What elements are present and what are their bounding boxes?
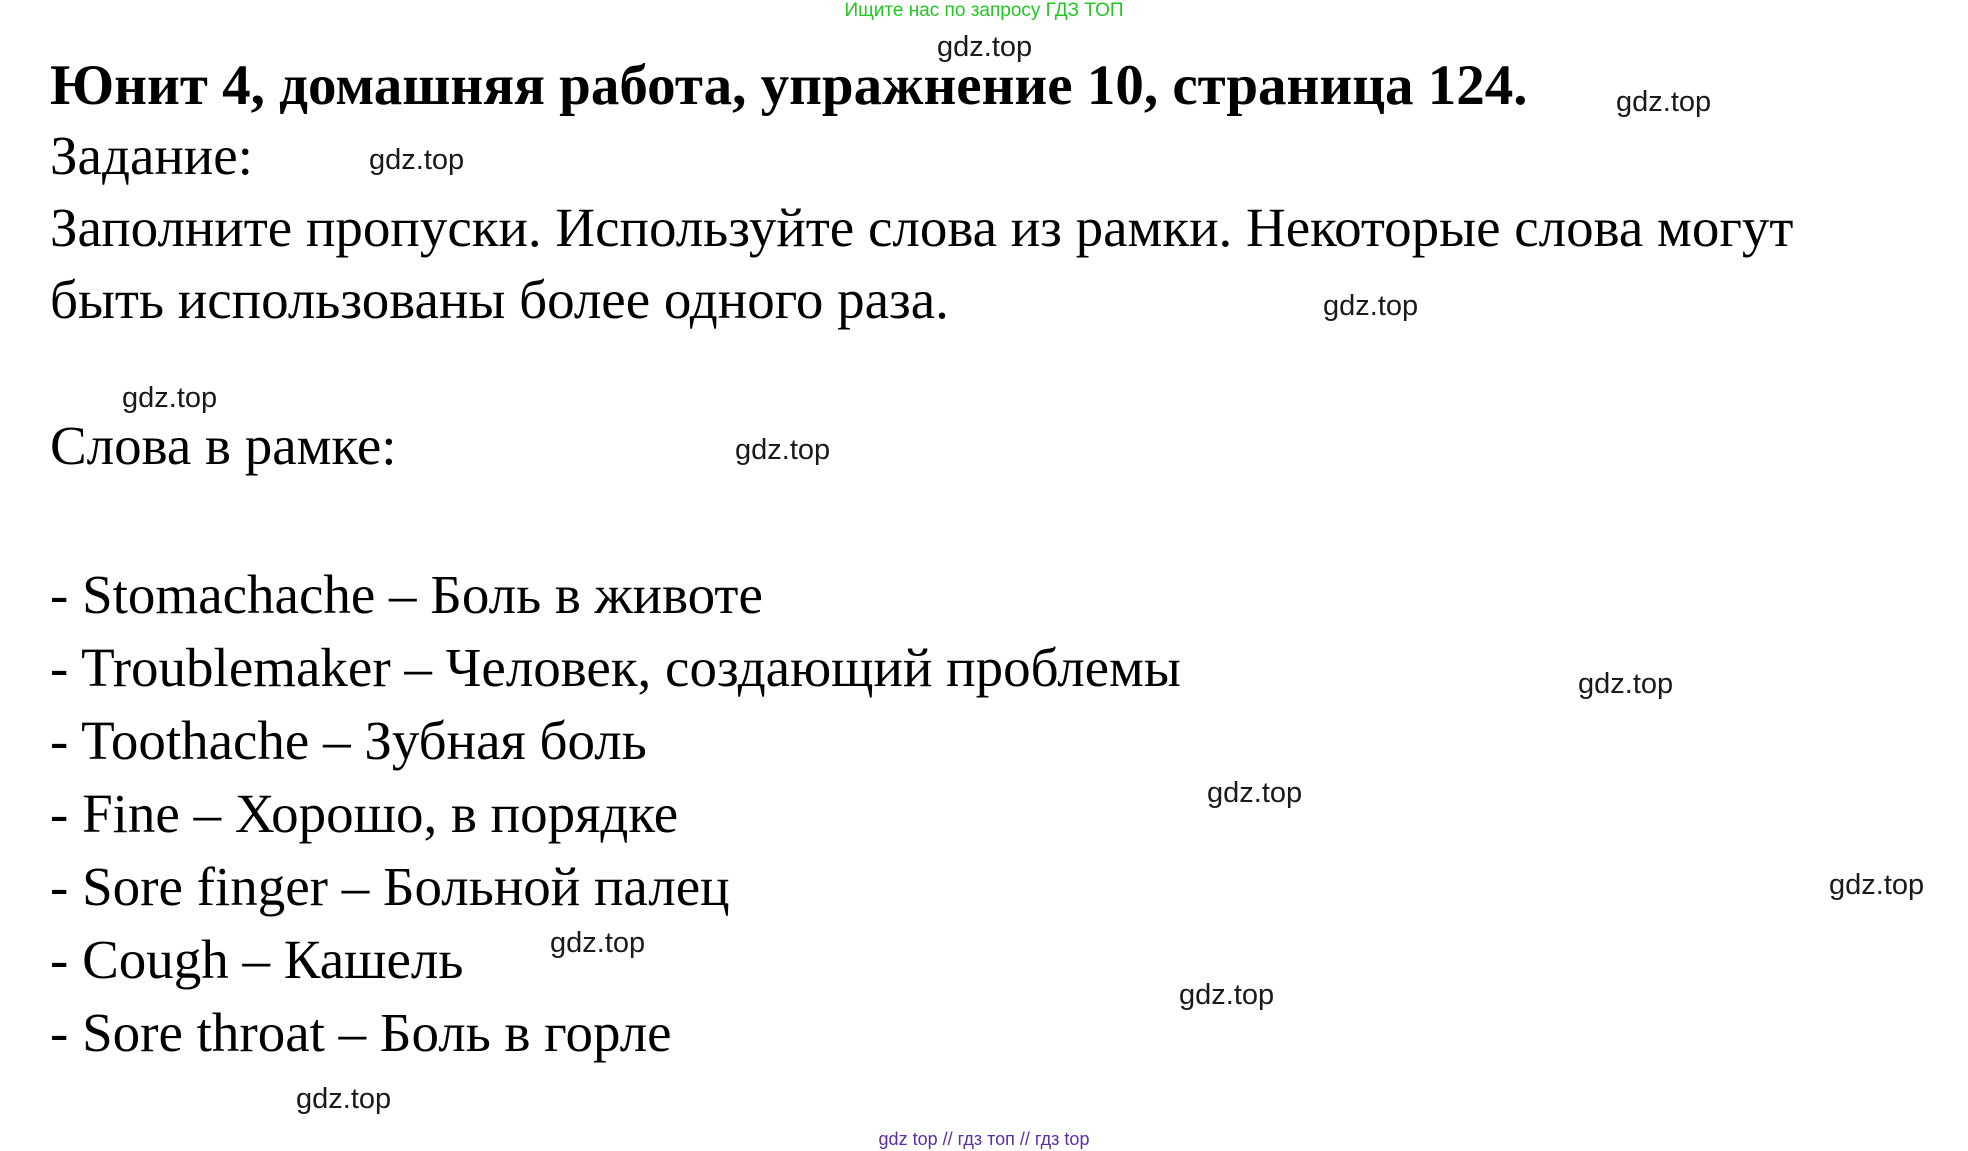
watermark: gdz.top — [1829, 869, 1925, 901]
instructions-line-1: Заполните пропуски. Используйте слова из рамки. Некоторые слова могут — [50, 197, 1794, 258]
page-title: Юнит 4, домашняя работа, упражнение 10, страница 124. — [50, 54, 1528, 117]
watermark: gdz.top — [122, 382, 218, 414]
words-label: Слова в рамке: — [50, 415, 397, 476]
watermark: gdz.top — [1616, 86, 1712, 118]
watermark: gdz.top — [1323, 290, 1419, 322]
watermark: gdz.top — [1179, 979, 1275, 1011]
top-banner: Ищите нас по запросу ГДЗ ТОП — [844, 0, 1124, 21]
task-label: Задание: — [50, 125, 253, 186]
watermark: gdz.top — [937, 31, 1033, 63]
footer: gdz top // гдз топ // гдз top — [878, 1129, 1090, 1149]
words-list — [50, 558, 1181, 1069]
instructions-line-2: быть использованы более одного раза. — [50, 269, 949, 330]
list-item: - Sore finger – Больной палец — [50, 856, 730, 917]
watermark: gdz.top — [1207, 777, 1303, 809]
list-item: - Fine – Хорошо, в порядке — [50, 783, 679, 844]
watermark: gdz.top — [296, 1083, 392, 1115]
list-item: - Cough – Кашель — [50, 929, 464, 990]
list-item: - Troublemaker – Человек, создающий проблемы — [50, 637, 1181, 698]
watermark: gdz.top — [1578, 668, 1674, 700]
watermark: gdz.top — [550, 927, 646, 959]
watermark: gdz.top — [369, 144, 465, 176]
list-item: - Toothache – Зубная боль — [50, 710, 647, 771]
watermark: gdz.top — [735, 434, 831, 466]
list-item: - Sore throat – Боль в горле — [50, 1002, 672, 1063]
list-item: - Stomachache – Боль в животе — [50, 564, 763, 625]
